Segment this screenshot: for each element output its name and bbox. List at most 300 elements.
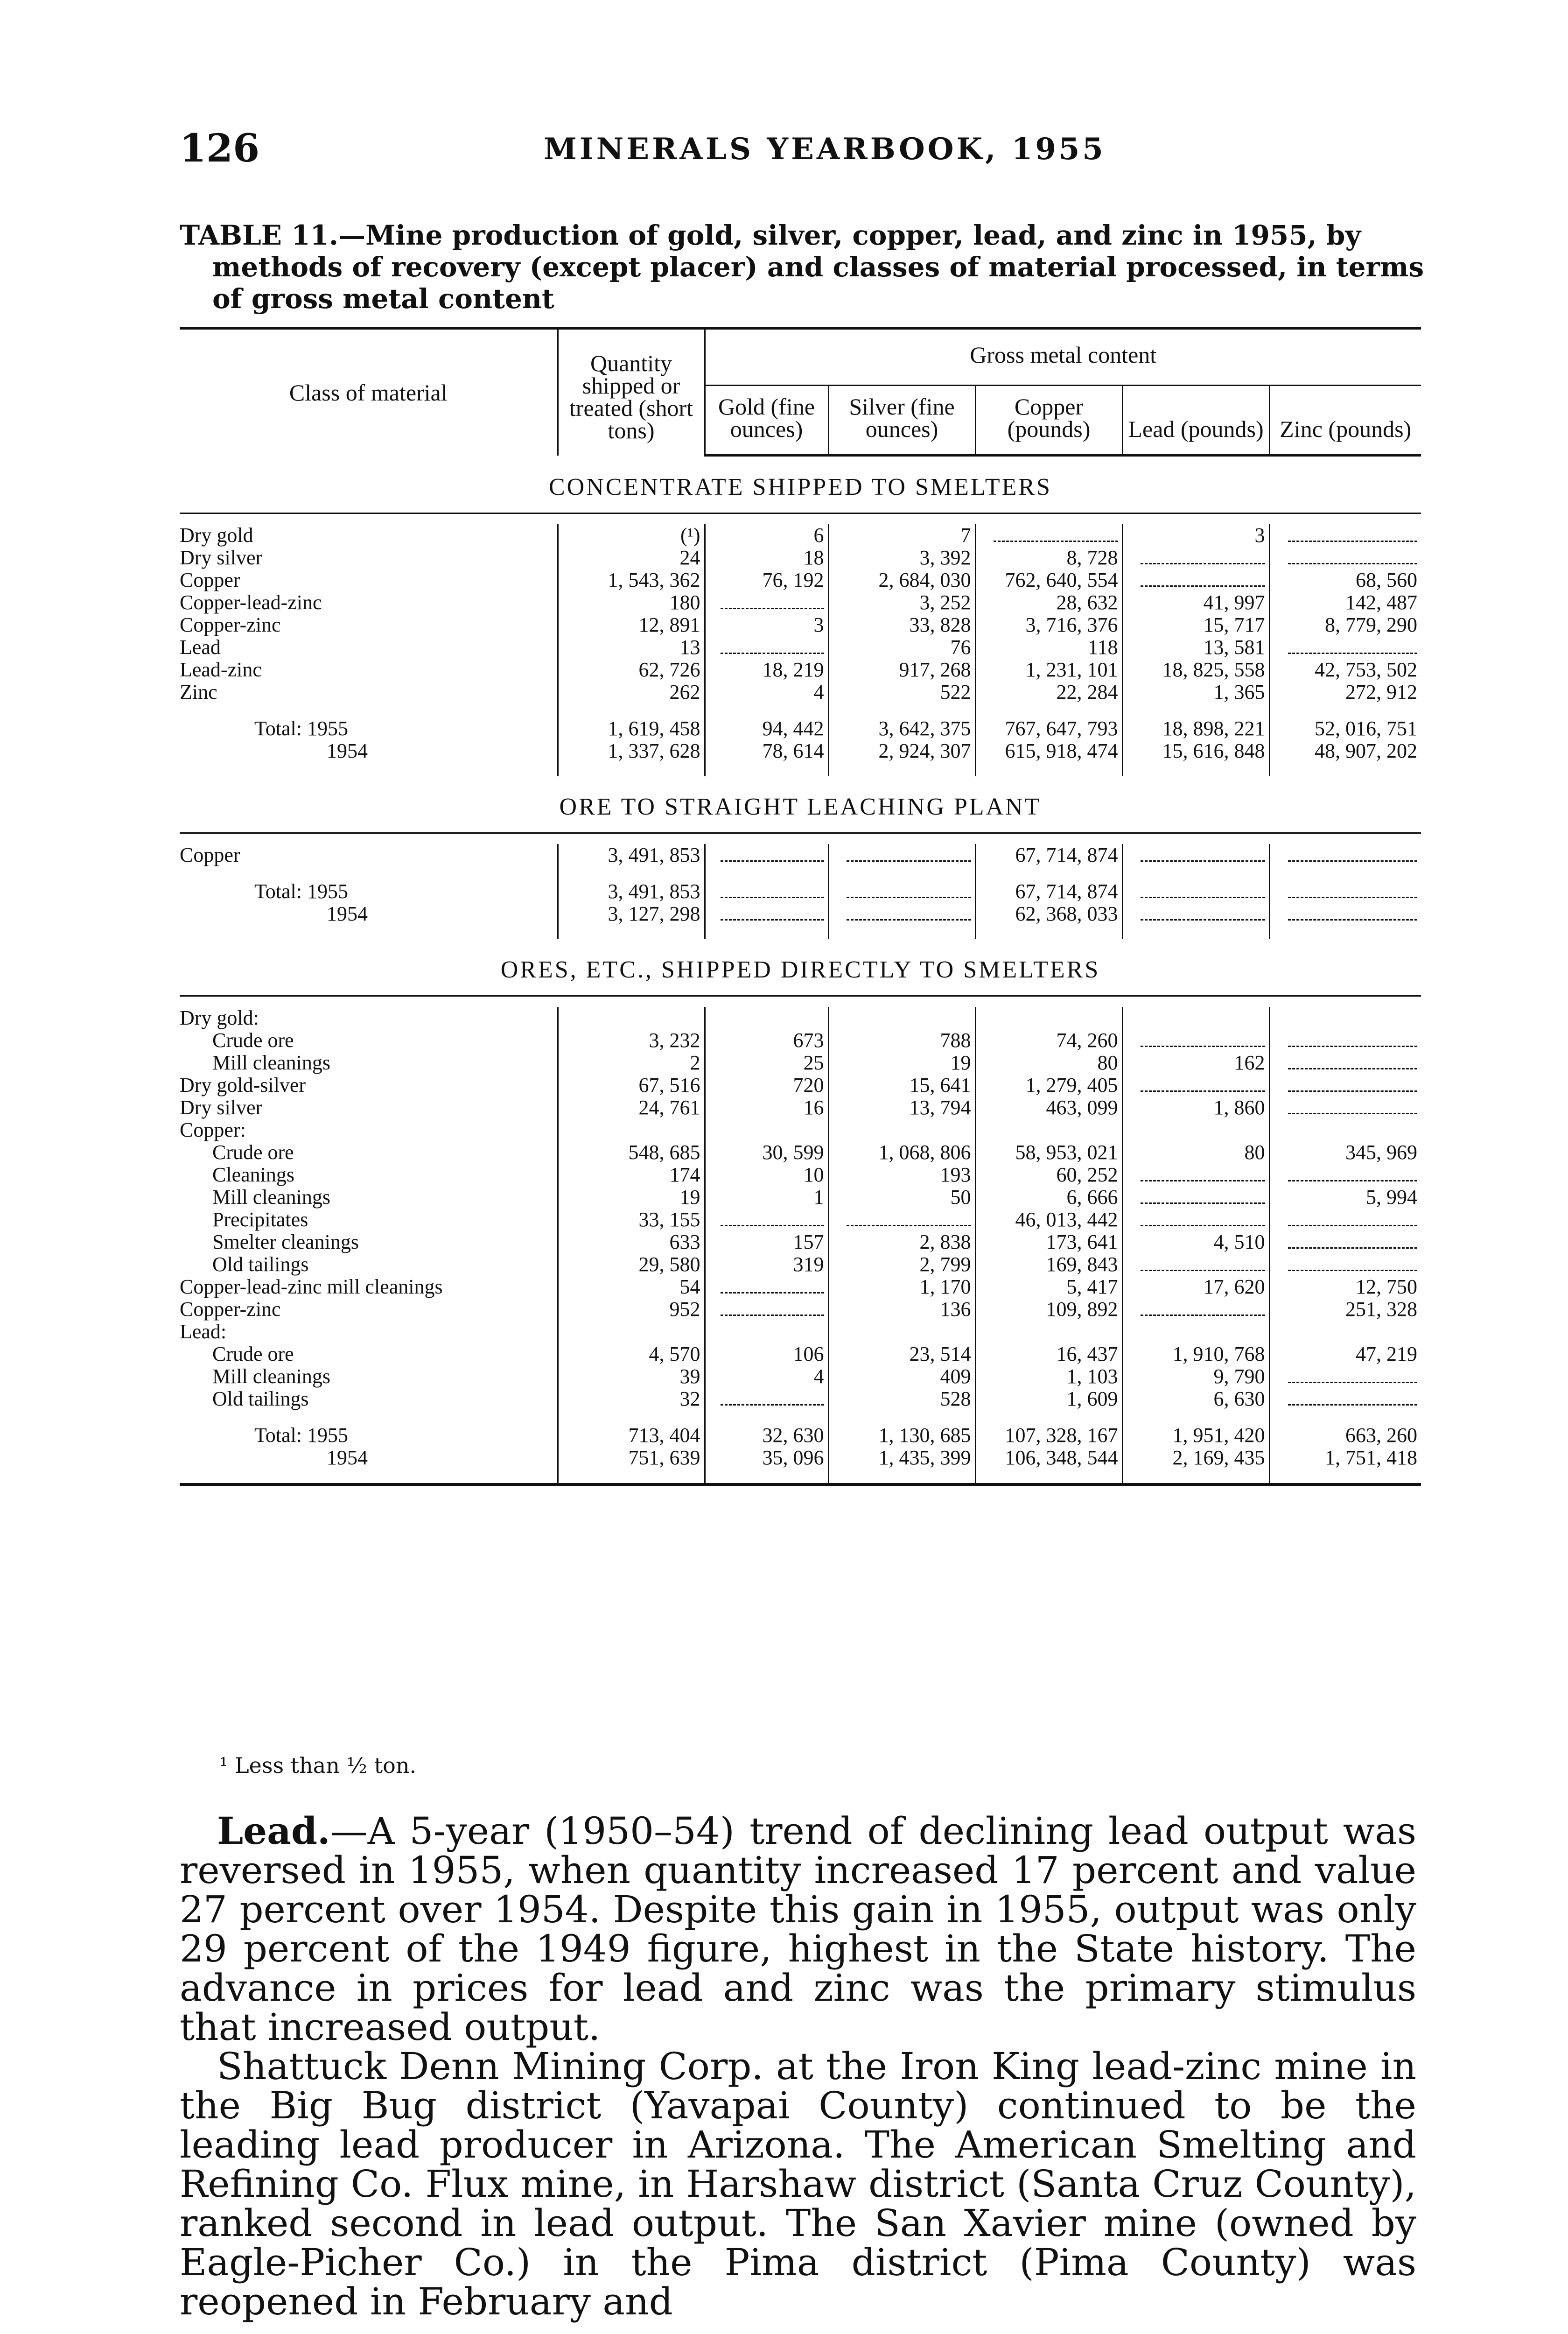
spacer-row [180,866,1421,880]
cell-q [558,1119,705,1141]
row-label-text: 1954 [327,902,368,925]
row-label-text: 1954 [327,1446,368,1469]
row-label [180,1424,558,1447]
cell-cu: 74, 260 [975,1029,1122,1052]
empty-dash [1141,1256,1265,1271]
empty-dash [721,905,824,921]
empty-dash [1288,1211,1417,1226]
row-label [180,614,558,636]
row-label [180,844,558,866]
row-label [180,1007,558,1029]
cell-au: 319 [705,1253,828,1276]
cell-au [705,1388,828,1410]
cell-q: 19 [558,1186,705,1209]
cell-au: 35, 096 [705,1447,828,1484]
cell-zn [1269,1097,1421,1119]
cell-zn [1269,1321,1421,1343]
cell-zn [1269,1029,1421,1052]
cell-au: 1 [705,1186,828,1209]
table-row [180,1321,1421,1343]
row-label [180,1141,558,1164]
cell-q: 12, 891 [558,614,705,636]
spacer-row [180,996,1421,1007]
cell-au [705,1209,828,1231]
cell-pb: 6, 630 [1122,1388,1269,1410]
table-row [180,1119,1421,1141]
row-label-text: Copper [180,569,240,591]
row-label [180,1052,558,1074]
cell-au: 6 [705,524,828,547]
empty-dash [1288,883,1417,898]
running-title: MINERALS YEARBOOK, 1955 [544,132,1106,167]
cell-au: 157 [705,1231,828,1253]
cell-ag [828,1007,975,1029]
row-label [180,547,558,569]
row-label [180,524,558,547]
cell-zn: 12, 750 [1269,1276,1421,1298]
empty-dash [721,639,824,654]
cell-cu [975,1007,1122,1029]
row-label [180,1119,558,1141]
cell-au: 4 [705,681,828,703]
cell-zn [1269,880,1421,903]
cell-cu: 463, 099 [975,1097,1122,1119]
cell-zn: 345, 969 [1269,1141,1421,1164]
cell-zn: 48, 907, 202 [1269,740,1421,776]
cell-q: 262 [558,681,705,703]
row-label-text: Copper: [180,1118,246,1141]
production-table-container [180,327,1416,1486]
cell-pb [1122,1209,1269,1231]
table-row [180,903,1421,939]
empty-dash [721,1211,824,1226]
table-row [180,740,1421,776]
cell-zn [1269,1388,1421,1410]
cell-au [705,844,828,866]
row-label-text: Lead-zinc [180,658,262,681]
table-row [180,1298,1421,1321]
spacer-row [180,1410,1421,1424]
cell-q: 4, 570 [558,1343,705,1365]
table-row [180,1343,1421,1365]
cell-pb [1122,1186,1269,1209]
section-title-row [180,456,1421,513]
empty-dash [1288,1054,1417,1069]
cell-cu: 3, 716, 376 [975,614,1122,636]
row-label-text: Dry gold-silver [180,1074,306,1097]
table-body [180,456,1421,1485]
cell-au: 16 [705,1097,828,1119]
cell-ag: 2, 799 [828,1253,975,1276]
row-label [180,1298,558,1321]
row-label-text: Copper-lead-zinc [180,591,322,614]
cell-ag: 1, 130, 685 [828,1424,975,1447]
empty-dash [1288,639,1417,654]
row-label-text: Mill cleanings [212,1365,330,1388]
cell-ag [828,903,975,939]
row-label-text: Mill cleanings [212,1051,330,1074]
cell-cu: 62, 368, 033 [975,903,1122,939]
table-row [180,614,1421,636]
table-row [180,1388,1421,1410]
cell-cu: 106, 348, 544 [975,1447,1122,1484]
cell-au: 3 [705,614,828,636]
cell-q: 3, 127, 298 [558,903,705,939]
table-row [180,1231,1421,1253]
table-row [180,1209,1421,1231]
cell-pb [1122,1321,1269,1343]
cell-q: 174 [558,1164,705,1186]
cell-cu: 1, 231, 101 [975,659,1122,681]
row-label-text: Copper-lead-zinc mill cleanings [180,1275,443,1298]
cell-q: 751, 639 [558,1447,705,1484]
table-row [180,844,1421,866]
cell-ag: 7 [828,524,975,547]
cell-au: 720 [705,1074,828,1097]
row-label-text: Total: 1955 [254,880,349,903]
empty-dash [1288,1233,1417,1249]
cell-cu: 1, 103 [975,1365,1122,1388]
cell-pb [1122,1164,1269,1186]
cell-q: 32 [558,1388,705,1410]
cell-zn: 142, 487 [1269,591,1421,614]
row-label-text: Zinc [180,681,217,703]
cell-q: 54 [558,1276,705,1298]
cell-au: 25 [705,1052,828,1074]
row-label [180,1365,558,1388]
cell-q: 2 [558,1052,705,1074]
empty-dash [847,905,971,921]
cell-ag [828,1209,975,1231]
empty-dash [1288,527,1417,542]
cell-cu: 107, 328, 167 [975,1424,1122,1447]
empty-dash [847,883,971,898]
cell-ag: 2, 838 [828,1231,975,1253]
header-silver: Silver (fine ounces) [828,386,975,456]
cell-q: 633 [558,1231,705,1253]
section-title-row [180,776,1421,833]
cell-pb: 15, 616, 848 [1122,740,1269,776]
cell-ag [828,1119,975,1141]
cell-cu: 615, 918, 474 [975,740,1122,776]
row-label-text: Dry silver [180,546,263,569]
footnote: ¹ Less than ½ ton. [219,1753,417,1778]
cell-zn: 5, 994 [1269,1186,1421,1209]
cell-q [558,1007,705,1029]
cell-cu: 1, 609 [975,1388,1122,1410]
table-row [180,569,1421,591]
cell-zn: 42, 753, 502 [1269,659,1421,681]
cell-ag: 917, 268 [828,659,975,681]
row-label-text: Dry silver [180,1096,263,1119]
row-label-text: Old tailings [212,1253,309,1276]
cell-cu: 118 [975,636,1122,659]
row-label-text: Crude ore [212,1141,294,1164]
cell-au: 78, 614 [705,740,828,776]
row-label-text: Copper-zinc [180,613,281,636]
row-label-text: Old tailings [212,1387,309,1410]
row-label-text: Lead: [180,1320,227,1343]
table-row [180,681,1421,703]
empty-dash [1288,1166,1417,1181]
cell-pb: 2, 169, 435 [1122,1447,1269,1484]
cell-pb: 13, 581 [1122,636,1269,659]
row-label-text: Cleanings [212,1163,294,1186]
cell-au: 10 [705,1164,828,1186]
cell-ag: 1, 435, 399 [828,1447,975,1484]
table-row [180,636,1421,659]
cell-zn [1269,1052,1421,1074]
cell-au: 94, 442 [705,717,828,740]
empty-dash [721,1301,824,1316]
cell-ag: 1, 170 [828,1276,975,1298]
row-label-text: Lead [180,636,221,659]
row-label [180,717,558,740]
cell-zn [1269,1007,1421,1029]
table-row [180,1424,1421,1447]
empty-dash [1141,1076,1265,1092]
row-label-text: Smelter cleanings [212,1230,359,1253]
cell-ag: 1, 068, 806 [828,1141,975,1164]
cell-pb: 1, 860 [1122,1097,1269,1119]
cell-cu: 767, 647, 793 [975,717,1122,740]
cell-au: 106 [705,1343,828,1365]
cell-q: 548, 685 [558,1141,705,1164]
row-label [180,1074,558,1097]
row-label [180,1186,558,1209]
cell-ag: 50 [828,1186,975,1209]
empty-dash [721,846,824,862]
cell-pb: 1, 910, 768 [1122,1343,1269,1365]
header-gold: Gold (fine ounces) [705,386,828,456]
cell-cu [975,524,1122,547]
cell-cu: 16, 437 [975,1343,1122,1365]
cell-pb [1122,1029,1269,1052]
empty-dash [1141,1188,1265,1204]
cell-q: 1, 337, 628 [558,740,705,776]
cell-zn: 52, 016, 751 [1269,717,1421,740]
cell-q: 3, 491, 853 [558,880,705,903]
cell-zn: 8, 779, 290 [1269,614,1421,636]
cell-pb [1122,844,1269,866]
empty-dash [721,1278,824,1294]
cell-au [705,636,828,659]
row-label-text: Total: 1955 [254,1424,349,1447]
row-label-text: Mill cleanings [212,1186,330,1209]
row-label-text: Total: 1955 [254,717,349,740]
cell-q [558,1321,705,1343]
row-label [180,1253,558,1276]
row-label [180,636,558,659]
row-label-text: Crude ore [212,1029,294,1052]
row-label [180,1209,558,1231]
cell-pb [1122,880,1269,903]
empty-dash [847,846,971,862]
paragraph-2: Shattuck Denn Mining Corp. at the Iron King lead-zinc mine in the Big Bug district (Yavapai County) continued to be the leading lead producer in Arizona. The American Smelting and Refining Co. Flux mine, in Harshaw district (Santa Cruz County), ranked second in lead output. The San Xavier mine (owned by Eagle-Picher Co.) in the Pima district (Pima County) was reopened in February and [180,2045,1416,2323]
cell-ag [828,880,975,903]
cell-ag: 409 [828,1365,975,1388]
cell-pb: 17, 620 [1122,1276,1269,1298]
cell-ag: 2, 684, 030 [828,569,975,591]
cell-ag: 193 [828,1164,975,1186]
cell-cu: 67, 714, 874 [975,880,1122,903]
cell-cu: 80 [975,1052,1122,1074]
table-row [180,1097,1421,1119]
cell-cu: 109, 892 [975,1298,1122,1321]
empty-dash [1141,1032,1265,1047]
cell-pb: 4, 510 [1122,1231,1269,1253]
cell-zn [1269,1231,1421,1253]
cell-pb [1122,903,1269,939]
cell-zn [1269,903,1421,939]
table-row [180,1052,1421,1074]
cell-au [705,1321,828,1343]
empty-dash [1288,1390,1417,1406]
table-row [180,1074,1421,1097]
cell-cu: 46, 013, 442 [975,1209,1122,1231]
cell-cu: 6, 666 [975,1186,1122,1209]
cell-ag: 3, 642, 375 [828,717,975,740]
cell-ag: 788 [828,1029,975,1052]
cell-q: 1, 543, 362 [558,569,705,591]
row-label-text: Copper-zinc [180,1298,281,1321]
row-label [180,1097,558,1119]
row-label-text: Precipitates [212,1208,308,1231]
cell-pb [1122,1119,1269,1141]
cell-cu: 169, 843 [975,1253,1122,1276]
cell-cu: 173, 641 [975,1231,1122,1253]
cell-zn [1269,1209,1421,1231]
cell-au: 18 [705,547,828,569]
cell-zn [1269,1164,1421,1186]
cell-q: 1, 619, 458 [558,717,705,740]
empty-dash [1141,571,1265,587]
cell-cu: 5, 417 [975,1276,1122,1298]
cell-q: 67, 516 [558,1074,705,1097]
cell-zn [1269,1253,1421,1276]
empty-dash [1141,1211,1265,1226]
paragraph-1-text: —A 5-year (1950–54) trend of declining lead output was reversed in 1955, when quantity increased 17 percent and value 27 percent over 1954. Despite this gain in 1955, output was only 29 percent of the 1949 figure, highest in the State history. The advance in prices for lead and zinc was the primary stimulus that increased output. [180,1809,1416,2049]
cell-au [705,591,828,614]
table-row [180,524,1421,547]
empty-dash [1288,1076,1417,1092]
row-label [180,1447,558,1484]
table-row [180,1164,1421,1186]
cell-zn [1269,636,1421,659]
section-title: ORE TO STRAIGHT LEACHING PLANT [180,776,1421,833]
paragraph-lead [180,1811,1416,2047]
cell-q: 3, 491, 853 [558,844,705,866]
cell-pb: 3 [1122,524,1269,547]
cell-zn [1269,547,1421,569]
cell-pb: 162 [1122,1052,1269,1074]
spacer-row [180,513,1421,525]
empty-dash [721,883,824,898]
cell-zn [1269,1119,1421,1141]
empty-dash [721,594,824,609]
empty-dash [1288,1368,1417,1383]
cell-pb: 18, 825, 558 [1122,659,1269,681]
row-label [180,591,558,614]
empty-dash [1141,883,1265,898]
row-label-text: Dry gold [180,524,253,547]
cell-au [705,1298,828,1321]
cell-pb [1122,1007,1269,1029]
cell-cu: 1, 279, 405 [975,1074,1122,1097]
row-label [180,1276,558,1298]
empty-dash [1141,905,1265,921]
cell-cu: 67, 714, 874 [975,844,1122,866]
cell-cu [975,1119,1122,1141]
cell-ag: 136 [828,1298,975,1321]
table-row [180,880,1421,903]
header-copper: Copper (pounds) [975,386,1122,456]
cell-pb: 1, 951, 420 [1122,1424,1269,1447]
cell-zn: 251, 328 [1269,1298,1421,1321]
table-row [180,717,1421,740]
row-label [180,1321,558,1343]
table-row [180,1276,1421,1298]
cell-cu: 58, 953, 021 [975,1141,1122,1164]
cell-cu: 22, 284 [975,681,1122,703]
cell-pb: 9, 790 [1122,1365,1269,1388]
cell-cu [975,1321,1122,1343]
header-gross-metal-content: Gross metal content [705,328,1421,386]
spacer-row [180,703,1421,717]
cell-ag: 3, 392 [828,547,975,569]
cell-cu: 60, 252 [975,1164,1122,1186]
cell-zn [1269,1074,1421,1097]
cell-au [705,1119,828,1141]
header-quantity: Quantity shipped or treated (short tons) [558,328,705,456]
empty-dash [1141,549,1265,564]
cell-ag: 3, 252 [828,591,975,614]
body-text [180,1811,1416,2321]
table-row [180,1253,1421,1276]
empty-dash [1141,846,1265,862]
cell-pb: 41, 997 [1122,591,1269,614]
empty-dash [1288,1032,1417,1047]
table-row [180,1141,1421,1164]
cell-pb [1122,569,1269,591]
cell-au: 32, 630 [705,1424,828,1447]
section-title: CONCENTRATE SHIPPED TO SMELTERS [180,456,1421,513]
lead-heading: Lead. [217,1809,330,1853]
cell-pb: 15, 717 [1122,614,1269,636]
row-label [180,1343,558,1365]
cell-ag: 13, 794 [828,1097,975,1119]
cell-zn [1269,524,1421,547]
row-label [180,569,558,591]
cell-au [705,880,828,903]
cell-au [705,1007,828,1029]
empty-dash [847,1211,971,1226]
section-title: ORES, ETC., SHIPPED DIRECTLY TO SMELTERS [180,939,1421,996]
cell-ag: 528 [828,1388,975,1410]
table-row [180,1447,1421,1484]
empty-dash [1288,1099,1417,1114]
section-title-row [180,939,1421,996]
row-label-text: Crude ore [212,1343,294,1365]
cell-zn: 663, 260 [1269,1424,1421,1447]
cell-zn [1269,1365,1421,1388]
cell-pb: 18, 898, 221 [1122,717,1269,740]
row-label-text: Dry gold: [180,1006,259,1029]
row-label [180,740,558,776]
cell-zn: 68, 560 [1269,569,1421,591]
empty-dash [721,1390,824,1406]
row-label [180,1029,558,1052]
